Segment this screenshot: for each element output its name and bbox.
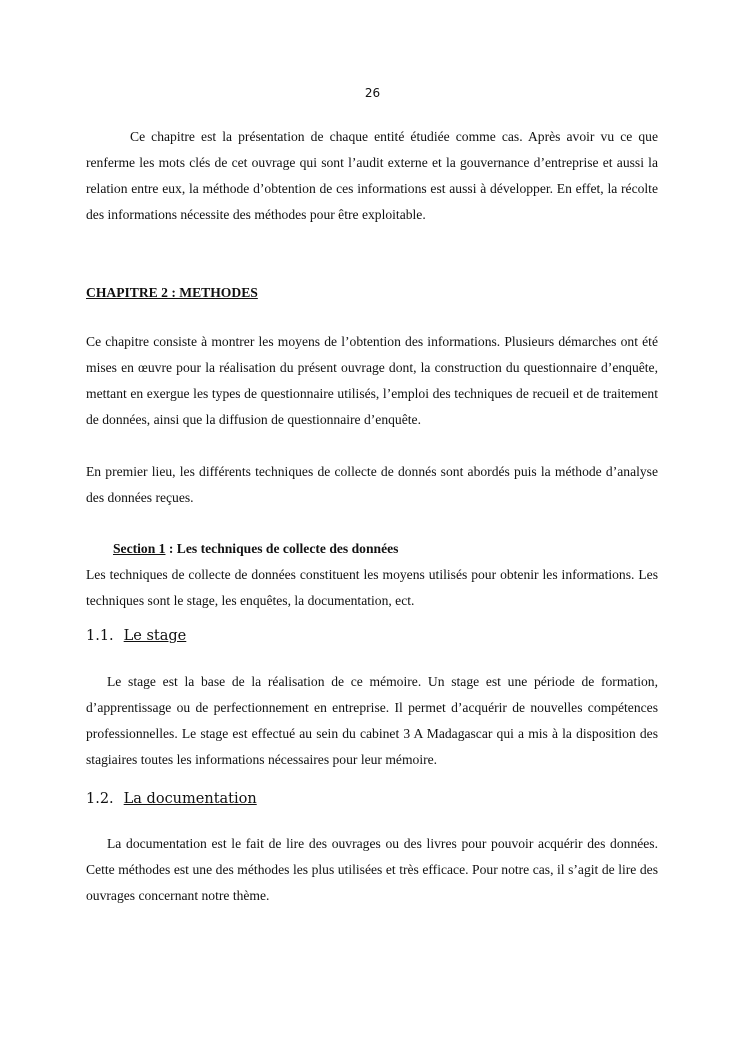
subsection-number: 1.2. bbox=[86, 791, 114, 807]
section-heading bbox=[113, 541, 398, 557]
intro-paragraph: Ce chapitre est la présentation de chaque entité étudiée comme cas. Après avoir vu ce que renferme les mots clés de cet ouvrage qui sont l’audit externe et la gouvernance d’entreprise et aussi la relation entre eux, la méthode d’obtention de ces informations est aussi à développer. En effet, la récolte des informations nécessite des méthodes pour être exploitable. bbox=[86, 129, 658, 222]
subsection-title: La documentation bbox=[123, 791, 257, 807]
chapter-title: CHAPITRE 2 : METHODES bbox=[86, 285, 258, 300]
documentation-paragraph: La documentation est le fait de lire des ouvrages ou des livres pour pouvoir acquérir des données. Cette méthodes est une des méthodes les plus utilisées et très efficace. Pour notre cas, il s’agit de lire des ouvrages concernant notre thème. bbox=[86, 836, 658, 903]
page-number: 26 bbox=[364, 86, 381, 100]
stage-paragraph: Le stage est la base de la réalisation de ce mémoire. Un stage est une période de formation, d’apprentissage ou de perfectionnement en entreprise. Il permet d’acquérir de nouvelles compétences professionnelles. Le stage est effectué au sein du cabinet 3 A Madagascar qui a mis à la disposition des stagiaires toutes les informations nécessaires pour leur mémoire. bbox=[86, 674, 658, 767]
chapter-paragraph-1: Ce chapitre consiste à montrer les moyens de l’obtention des informations. Plusieurs démarches ont été mises en œuvre pour la réalisation du présent ouvrage dont, la construction du questionnaire d’enquête, mettant en exergue les types de questionnaire utilisés, l’emploi des techniques de recueil et de traitement de données, ainsi que la diffusion de questionnaire d’enquête. bbox=[86, 334, 658, 427]
chapter-paragraph-2: En premier lieu, les différents techniques de collecte de donnés sont abordés puis la méthode d’analyse des données reçues. bbox=[86, 464, 658, 505]
section-title: : Les techniques de collecte des données bbox=[165, 541, 399, 556]
section-label: Section 1 bbox=[113, 541, 166, 556]
section-paragraph: Les techniques de collecte de données constituent les moyens utilisés pour obtenir les informations. Les techniques sont le stage, les enquêtes, la documentation, ect. bbox=[86, 567, 658, 608]
subsection-title: Le stage bbox=[123, 628, 187, 644]
subsection-heading-documentation bbox=[86, 791, 257, 807]
subsection-number: 1.1. bbox=[86, 628, 114, 644]
subsection-heading-stage bbox=[86, 628, 186, 644]
